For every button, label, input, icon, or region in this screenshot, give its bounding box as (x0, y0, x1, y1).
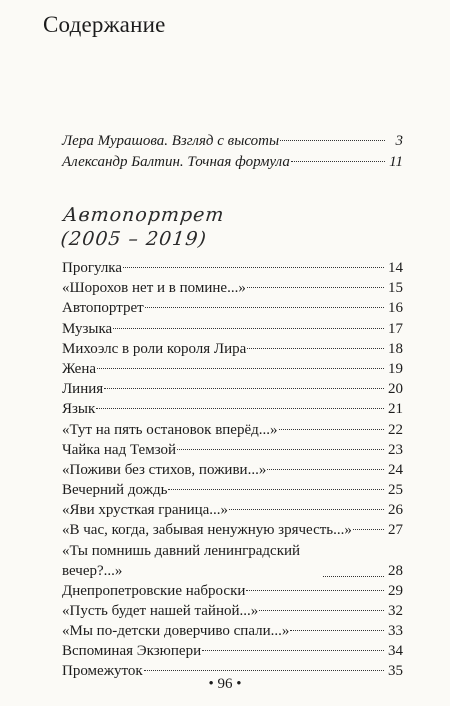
toc-entry-page: 20 (388, 381, 403, 398)
toc-entry-title: Вечерний дождь (62, 482, 168, 499)
toc-entry-title: Михоэлс в роли короля Лира (62, 340, 247, 357)
dot-leader (177, 449, 384, 450)
toc-entry (62, 319, 403, 339)
toc-entry-title: «Поживи без стихов, поживи...» (62, 461, 267, 478)
toc-entry-title: Промежуток (62, 663, 143, 680)
toc-entry-page: 32 (388, 602, 403, 619)
toc-entry (62, 641, 403, 661)
dot-leader (202, 650, 384, 651)
dot-leader (123, 267, 384, 268)
dot-leader (291, 161, 385, 162)
toc-entry-title: «Ты помнишь давний ленинградский вечер?...» (62, 542, 301, 579)
toc-entry-page: 11 (389, 154, 403, 170)
toc-entry-title: Днепропетровские наброски (62, 582, 246, 599)
toc-entry-page: 28 (388, 562, 403, 579)
toc-entry-title: Линия (62, 381, 104, 398)
toc-entry-page: 15 (388, 280, 403, 297)
toc-entry-title: «Мы по-детски доверчиво спали...» (62, 623, 290, 639)
toc-entry-title: Автопортрет (62, 300, 144, 317)
toc-entry-title: Лера Мурашова. Взгляд с высоты (62, 133, 280, 149)
toc-entry-page: 17 (388, 320, 403, 337)
toc-entry-page: 34 (388, 643, 403, 660)
toc-entry-page: 16 (388, 300, 403, 317)
toc-entry-title: Музыка (62, 320, 113, 337)
dot-leader (280, 140, 385, 141)
toc-entry (62, 500, 403, 520)
toc-entry (62, 399, 403, 419)
toc-entry (62, 258, 403, 278)
toc-entry (62, 152, 403, 173)
toc-entry (62, 339, 403, 359)
toc-entry-page: 29 (388, 582, 403, 599)
toc-entry-page: 35 (388, 663, 403, 680)
dot-leader (279, 429, 384, 430)
toc-entry (62, 480, 403, 500)
dot-leader (247, 287, 384, 288)
dot-leader (247, 348, 384, 349)
toc-entry-page: 24 (388, 461, 403, 478)
toc-entry (62, 131, 403, 152)
toc-entry-title: «Тут на пять остановок вперёд...» (62, 421, 278, 438)
section-title: Автопортрет (62, 204, 226, 226)
dot-leader (113, 328, 384, 329)
toc-entry (62, 520, 403, 540)
toc-entry-title: «В час, когда, забывая ненужную зрячесть...» (62, 522, 352, 539)
toc-entry-page: 19 (388, 360, 403, 377)
toc-entry-title: «Пусть будет нашей тайной...» (62, 602, 259, 619)
toc-entry (62, 541, 403, 581)
dot-leader (246, 590, 384, 591)
toc-entry (62, 420, 403, 440)
toc-entry (62, 460, 403, 480)
dot-leader (229, 509, 384, 510)
dot-leader (97, 368, 384, 369)
toc-entry-page: 25 (388, 482, 403, 499)
toc-entry (62, 581, 403, 601)
dot-leader (267, 469, 384, 470)
toc-entry (62, 379, 403, 399)
intro-toc (62, 131, 403, 173)
toc-entry-page: 21 (388, 401, 403, 418)
toc-entry-page: 22 (388, 421, 403, 438)
toc-entry-page: 3 (395, 133, 403, 149)
toc-entry (62, 440, 403, 460)
section-years: (2005 – 2019) (59, 228, 209, 250)
dot-leader (144, 670, 384, 671)
toc-entry-title: «Шорохов нет и в помине...» (62, 280, 246, 297)
toc-entry (62, 601, 403, 621)
dot-leader (323, 576, 384, 577)
dot-leader (168, 489, 384, 490)
toc-entry (62, 278, 403, 298)
toc-entry-title: Александр Балтин. Точная формула (62, 154, 290, 170)
toc-entry (62, 298, 403, 318)
toc-entry-title: Жена (62, 360, 97, 377)
toc-entry-title: «Яви хрусткая граница...» (62, 502, 229, 519)
page-number: • 96 • (208, 676, 242, 692)
toc-entry-page: 14 (388, 260, 403, 276)
dot-leader (290, 630, 384, 631)
page-title: Содержание (43, 12, 166, 37)
toc-entry-title: Прогулка (62, 260, 123, 276)
dot-leader (353, 529, 384, 530)
toc-entry-page: 23 (388, 441, 403, 458)
dot-leader (145, 307, 384, 308)
dot-leader (104, 388, 384, 389)
toc-entry-title: Чайка над Темзой (62, 441, 177, 458)
dot-leader (96, 408, 384, 409)
toc-entry-page: 33 (388, 623, 403, 639)
toc-entry-page: 26 (388, 502, 403, 519)
section-toc (62, 258, 403, 682)
toc-entry-page: 27 (388, 522, 403, 539)
toc-entry-title: Язык (62, 401, 96, 418)
dot-leader (259, 610, 384, 611)
toc-entry-title: Вспоминая Экзюпери (62, 643, 202, 660)
toc-entry-page: 18 (388, 340, 403, 357)
toc-entry (62, 359, 403, 379)
toc-entry (62, 621, 403, 641)
section-heading (59, 203, 225, 251)
